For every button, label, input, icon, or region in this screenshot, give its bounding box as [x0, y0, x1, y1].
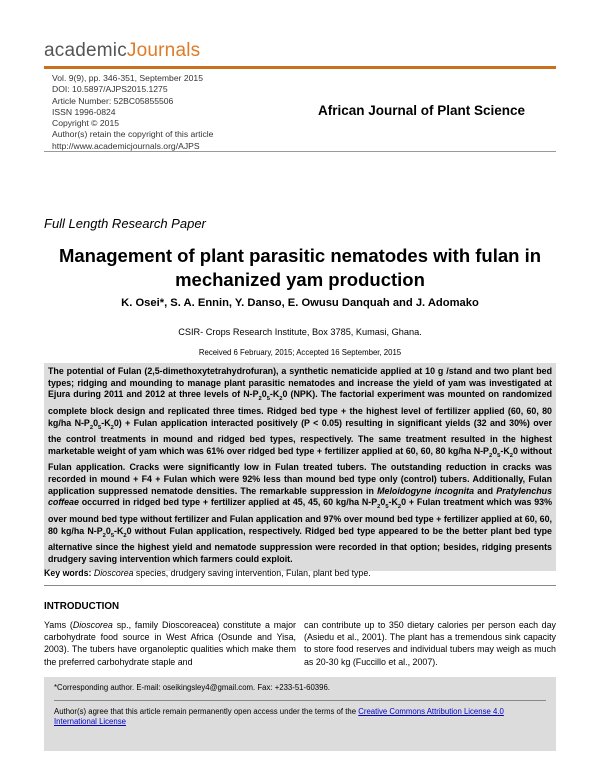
meta-volume: Vol. 9(9), pp. 346-351, September 2015: [52, 73, 203, 83]
meta-article-number: Article Number: 52BC05855506: [52, 95, 174, 106]
license-link[interactable]: Creative Commons Attribution License 4.0 International License: [54, 706, 504, 726]
meta-copyright: Copyright © 2015: [52, 118, 120, 129]
article-metadata: [52, 73, 292, 152]
logo-text-journals: Journals: [126, 40, 201, 61]
header-rule: [44, 66, 556, 69]
corresponding-author: *Corresponding author. E-mail: oseikingsley4@gmail.com. Fax: +233-51-60396.: [54, 683, 330, 692]
paper-type: Full Length Research Paper: [44, 216, 206, 231]
authors: K. Osei*, S. A. Ennin, Y. Danso, E. Owusu Danquah and J. Adomako: [121, 297, 479, 309]
license-statement: Author(s) agree that this article remain permanently open access under the terms of the Creative Commons Attribution License 4.0 International License: [54, 706, 504, 726]
footnote-box: [44, 677, 556, 751]
meta-doi: DOI: 10.5897/AJPS2015.1275: [52, 84, 168, 95]
intro-column-right: can contribute up to 350 dietary calories per person each day (Asiedu et al., 2001). The plant has a tremendous sink capacity to store food reserves and individual tubers may weigh as much as 20-30 kg (Fuccillo et al., 2007).: [304, 620, 556, 667]
received-dates: Received 6 February, 2015; Accepted 16 September, 2015: [198, 348, 402, 357]
article-title: Management of plant parasitic nematodes with fulan in mechanized yam production: [58, 245, 542, 290]
meta-issn: ISSN 1996-0824: [52, 106, 116, 117]
keywords: Key words: Dioscorea species, drudgery saving intervention, Fulan, plant bed type.: [44, 568, 371, 578]
meta-rights: Author(s) retain the copyright of this article: [52, 129, 214, 140]
abstract: The potential of Fulan (2,5-dimethoxytetrahydrofuran), a synthetic nematicide applied at 10 g /stand and two plant bed types; ridging and mounding to manage plant parasitic nematodes and increase the yield of yam was investigated at Ejura during 2011 and 2012 at three levels of $N-P_20_5-K_20$ (NPK). The factorial experiment was mounted on randomized complete block design and replicated three times. Ridged bed type + the highest level of fertilizer applied (60, 60, 80 kg/ha $N-P_20_5-K_20$) + Fulan application interacted positively (P < 0.05) resulting in significant yields (32 and 30%) over the control treatments in mound and ridged bed types, respectively. The same treatment resulted in the highest marketable weight of yam which was 61% over ridged bed type + fertilizer applied at 60, 60, 80 kg/ha $N-P_20_5-K_20$ without Fulan application. Cracks were significantly low in Fulan treated tubers. The outstanding reduction in cracks was recorded in mound + F4 + Fulan which were 92% less than mound bed type only (control) tubers. Additionally, Fulan application suppressed nematode densities. The remarkable suppression in Meloidogyne incognita and Pratylenchus coffeae occurred in ridged bed type + fertilizer applied at 45, 45, 60 kg/ha $N-P_20_5-K_20$ + Fulan treatment which was 93% over mound bed type without fertilizer and Fulan application and 97% over mound bed type + fertilizer applied at 60, 60, 80 kg/ha $N-P_20_5-K_20$ without Fulan application, respectively. Ridged bed type appeared to be the better plant bed type alternative since the highest yield and nematode suppression were recorded in that option; besides, ridging presents drudgery saving intervention which farmers could exploit.: [44, 363, 556, 571]
species-name: Meloidogyne incognita: [377, 485, 475, 496]
meta-url[interactable]: http://www.academicjournals.org/AJPS: [52, 140, 200, 151]
intro-column-left: Yams (Dioscorea sp., family Dioscoreacea) constitute a major carbohydrate food source in West Africa (Osunde and Yisa, 2003). The tubers have organoleptic qualities which make them the preferred carbohydrate staple and: [44, 620, 296, 667]
footnote-divider: [54, 700, 546, 701]
logo-text-academic: academic: [44, 40, 127, 61]
publisher-logo: [44, 40, 200, 62]
affiliation: CSIR- Crops Research Institute, Box 3785, Kumasi, Ghana.: [178, 327, 422, 337]
header-divider: [44, 151, 556, 152]
section-heading-introduction: INTRODUCTION: [44, 601, 120, 612]
keywords-divider: [44, 585, 556, 586]
journal-name: African Journal of Plant Science: [318, 103, 526, 118]
keywords-label: Key words:: [44, 568, 92, 578]
species-name: Pratylenchus coffeae: [48, 485, 553, 508]
